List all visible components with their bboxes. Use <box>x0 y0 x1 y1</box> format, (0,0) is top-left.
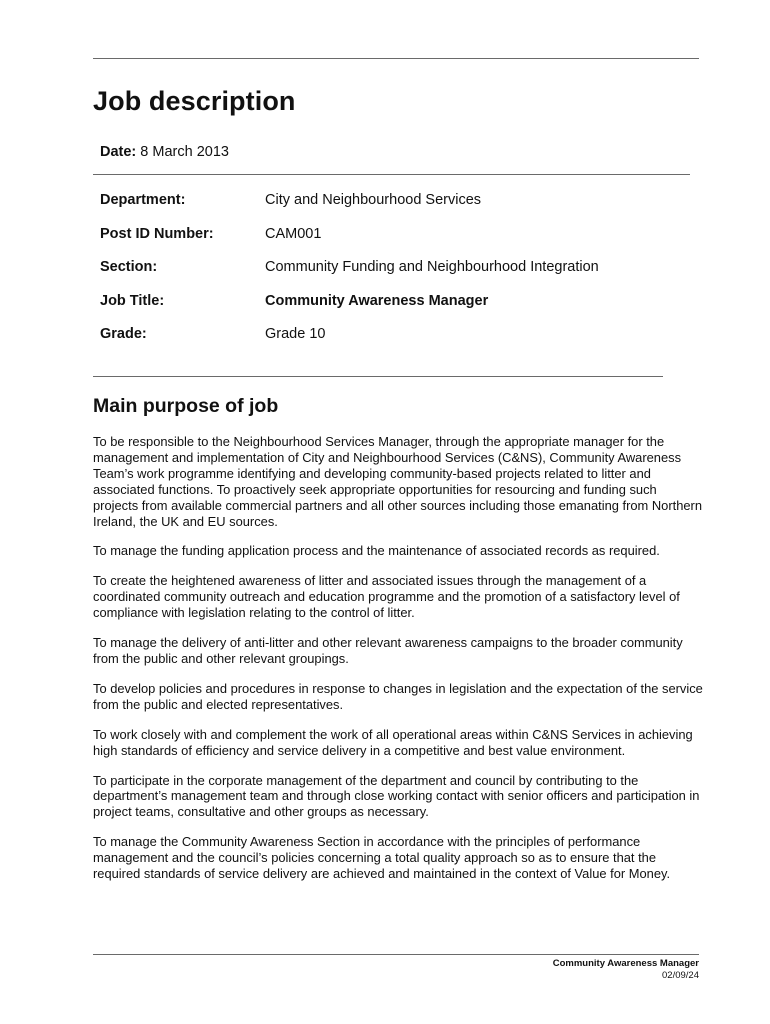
post-id-label: Post ID Number: <box>100 225 214 242</box>
date-line <box>100 144 229 160</box>
date-value: 8 March 2013 <box>140 144 229 160</box>
main-purpose-heading: Main purpose of job <box>93 395 279 417</box>
post-id-value: CAM001 <box>265 225 322 242</box>
details-divider <box>93 376 663 377</box>
purpose-paragraph: To develop policies and procedures in response to changes in legislation and the expectation of the service from the public and elected representatives. <box>93 680 703 712</box>
purpose-paragraph: To manage the delivery of anti-litter and other relevant awareness campaigns to the broader community from the public and other relevant groupings. <box>93 635 683 666</box>
header-rule <box>93 58 699 59</box>
footer-date: 02/09/24 <box>662 969 699 981</box>
main-purpose-body <box>93 434 705 896</box>
purpose-paragraph: To participate in the corporate management of the department and council by contributing to the department’s management team and through close working contact with senior officers and participation in project teams, consultative and other groups as necessary. <box>93 772 700 820</box>
department-value: City and Neighbourhood Services <box>265 192 482 208</box>
grade-label: Grade: <box>100 326 147 342</box>
purpose-paragraph: To manage the Community Awareness Section in accordance with the principles of performance management and the council’s policies concerning a total quality approach so as to ensure that the required standards of service delivery are achieved and maintained in the context of Value for Money. <box>93 834 671 882</box>
page-footer <box>553 958 699 981</box>
job-title-label: Job Title: <box>100 292 165 309</box>
footer-rule <box>93 954 699 955</box>
document-title: Job description <box>93 86 296 116</box>
department-label: Department: <box>100 192 186 208</box>
purpose-paragraph: To create the heightened awareness of litter and associated issues through the management of a coordinated community outreach and education programme and the promotion of a satisfactory level of compliance with legislation relating to the control of litter. <box>93 573 680 621</box>
grade-value: Grade 10 <box>265 326 326 342</box>
date-label: Date: <box>100 144 137 160</box>
purpose-paragraph: To manage the funding application process and the maintenance of associated records as required. <box>93 543 660 559</box>
purpose-paragraph: To be responsible to the Neighbourhood Services Manager, through the appropriate manager for the management and implementation of City and Neighbourhood Services (C&NS), Community Awareness Team’s work programme identifying and developing community-based projects related to litter and associated functions. To proactively seek appropriate opportunities for resourcing and funding such projects from available commercial partners and all other sources including those emanating from Northern Ireland, the UK and EU sources. <box>93 434 703 529</box>
section-value: Community Funding and Neighbourhood Integration <box>265 259 599 275</box>
footer-title: Community Awareness Manager <box>552 958 699 969</box>
section-label: Section: <box>100 259 158 275</box>
date-divider <box>93 174 690 175</box>
job-title-value: Community Awareness Manager <box>265 292 489 309</box>
purpose-paragraph: To work closely with and complement the work of all operational areas within C&NS Services in achieving high standards of efficiency and service delivery in a competitive and best value environment. <box>93 726 693 758</box>
